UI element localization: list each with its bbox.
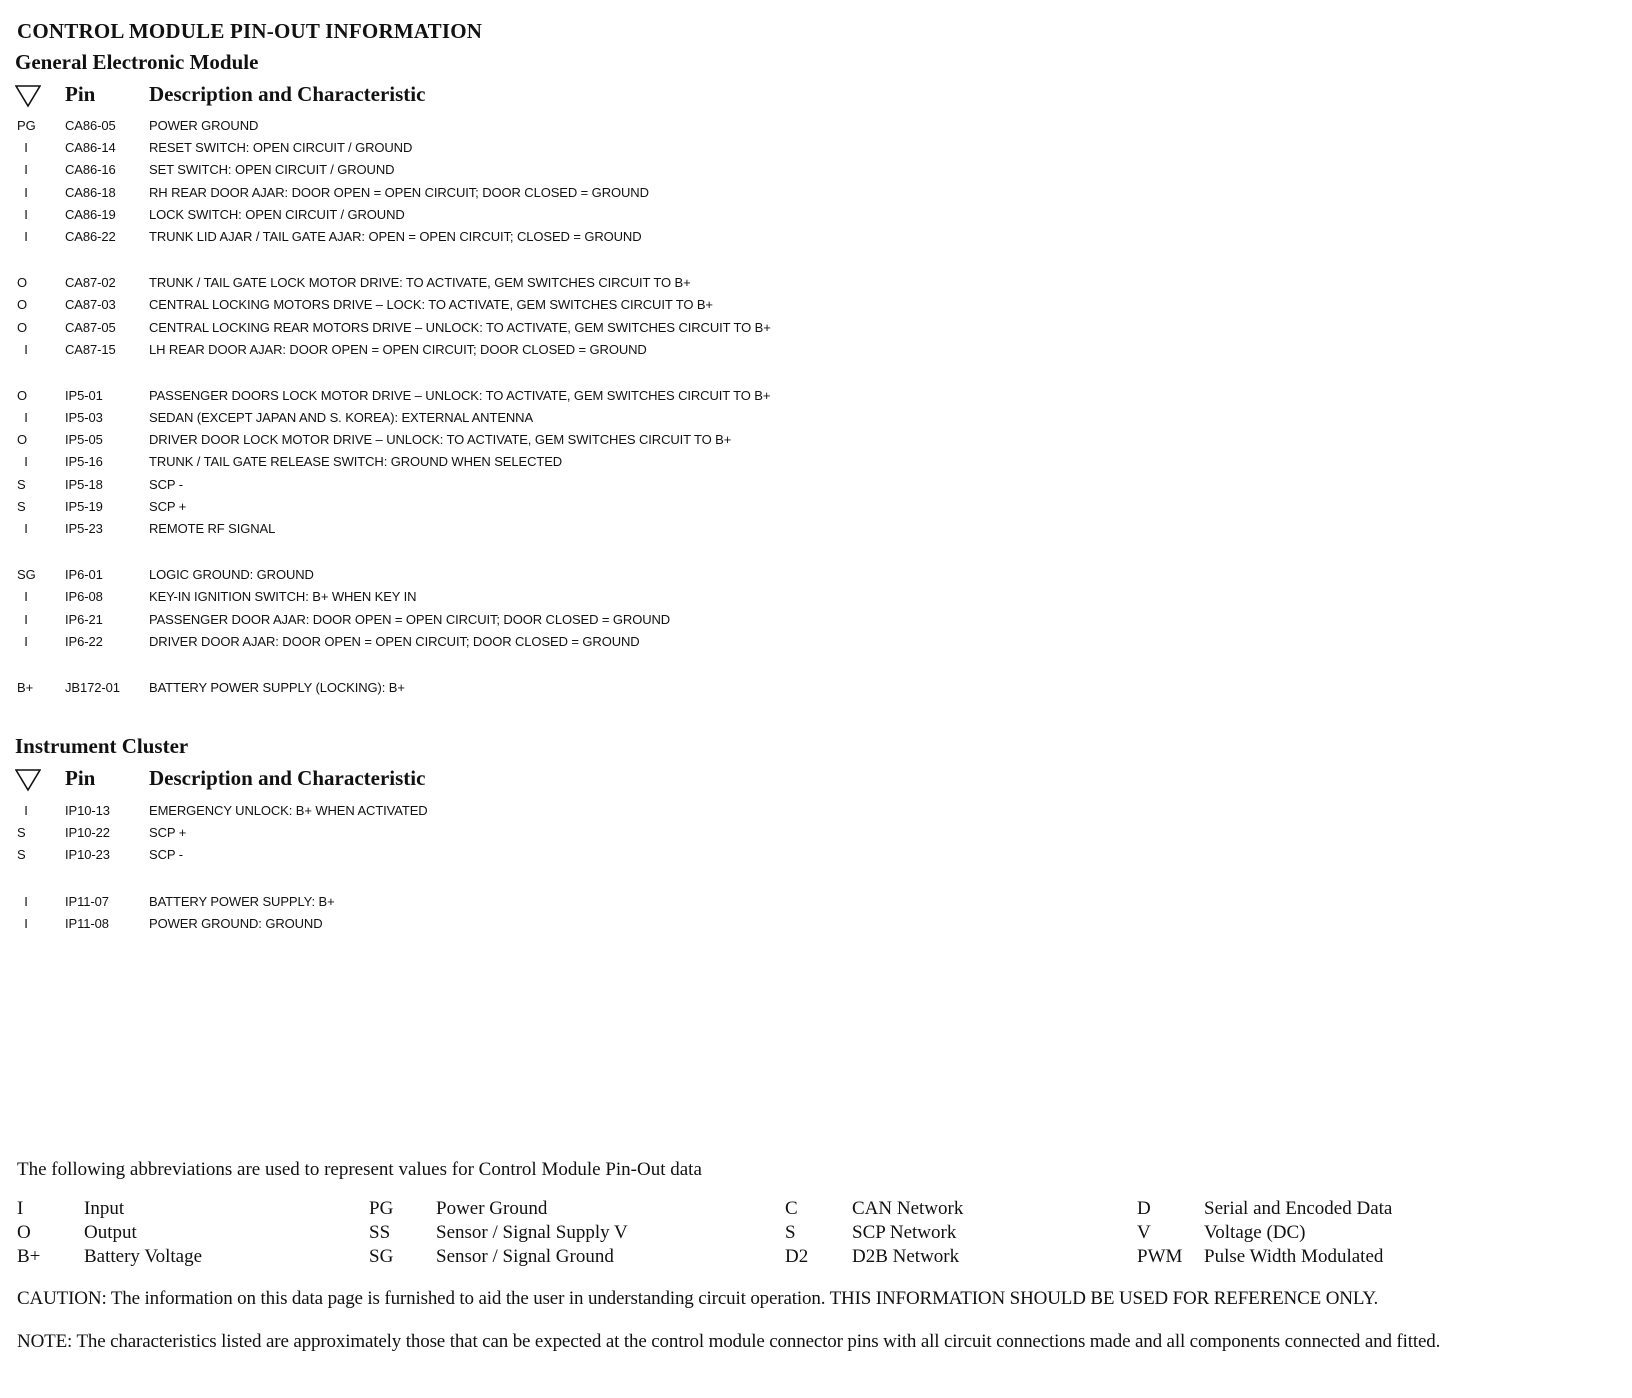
pin-column-header: Pin <box>65 82 96 106</box>
pin-description: TRUNK / TAIL GATE LOCK MOTOR DRIVE: TO ACTIVATE, GEM SWITCHES CIRCUIT TO B+ <box>149 275 691 291</box>
signal-type: I <box>24 228 28 244</box>
table-row <box>15 385 915 407</box>
abbreviation-meaning: Input <box>84 1198 125 1219</box>
table-row <box>15 115 915 137</box>
table-row <box>15 159 915 181</box>
pin-description: RH REAR DOOR AJAR: DOOR OPEN = OPEN CIRCUIT; DOOR CLOSED = GROUND <box>149 184 649 200</box>
signal-type: I <box>24 206 28 222</box>
signal-type: SG <box>17 567 36 583</box>
abbreviation-code: V <box>1137 1222 1151 1243</box>
abbreviation-meaning: Battery Voltage <box>84 1246 203 1267</box>
abbreviation-code: I <box>17 1198 24 1219</box>
signal-type: I <box>24 410 28 426</box>
note-text: NOTE: The characteristics listed are approximately those that can be expected at the control module connector pins with all circuit connections made and all components connected and fitted. <box>17 1331 1441 1352</box>
pin-description: DRIVER DOOR AJAR: DOOR OPEN = OPEN CIRCUIT; DOOR CLOSED = GROUND <box>149 633 640 649</box>
signal-type: B+ <box>17 679 34 695</box>
table-row <box>15 226 915 248</box>
signal-type: S <box>17 825 26 841</box>
table-row <box>15 822 915 844</box>
triangle-down-icon <box>15 768 41 792</box>
pin-id: CA86-19 <box>65 206 116 222</box>
signal-type: S <box>17 498 26 514</box>
signal-type: O <box>17 319 28 335</box>
signal-type: I <box>24 162 28 178</box>
pin-id: IP11-08 <box>65 915 109 931</box>
page-title: CONTROL MODULE PIN-OUT INFORMATION <box>17 19 483 43</box>
signal-type: I <box>24 521 28 536</box>
pin-description: CENTRAL LOCKING MOTORS DRIVE – LOCK: TO ACTIVATE, GEM SWITCHES CIRCUIT TO B+ <box>149 297 713 313</box>
signal-type: I <box>24 803 28 818</box>
table-row <box>15 317 915 339</box>
abbreviation-meaning: Pulse Width Modulated <box>1204 1246 1384 1267</box>
table-row <box>15 407 915 429</box>
table-row <box>15 609 915 631</box>
pin-column-header: Pin <box>65 766 96 790</box>
pin-id: JB172-01 <box>65 679 120 695</box>
abbreviation-meaning: Voltage (DC) <box>1204 1222 1306 1243</box>
table-row <box>15 677 915 699</box>
table-row <box>15 294 915 316</box>
pin-id: CA86-16 <box>65 162 116 178</box>
table-row <box>15 891 915 913</box>
signal-type: I <box>24 611 28 627</box>
pin-description: TRUNK / TAIL GATE RELEASE SWITCH: GROUND WHEN SELECTED <box>149 454 563 470</box>
table-row <box>15 496 915 518</box>
abbreviation-code: PG <box>369 1198 394 1219</box>
table-row <box>15 272 915 294</box>
abbreviation-meaning: D2B Network <box>852 1246 960 1267</box>
pin-id: CA87-15 <box>65 341 116 357</box>
pin-description: PASSENGER DOOR AJAR: DOOR OPEN = OPEN CIRCUIT; DOOR CLOSED = GROUND <box>149 611 671 627</box>
signal-type: O <box>17 275 28 291</box>
signal-type: O <box>17 297 28 313</box>
pin-description: CENTRAL LOCKING REAR MOTORS DRIVE – UNLOCK: TO ACTIVATE, GEM SWITCHES CIRCUIT TO B+ <box>149 319 771 335</box>
table-row <box>15 204 915 226</box>
abbreviation-meaning: Sensor / Signal Supply V <box>436 1222 628 1243</box>
abbreviation-code: PWM <box>1137 1246 1183 1267</box>
abbreviation-code: C <box>785 1198 798 1219</box>
table-row <box>15 586 915 608</box>
pin-id: CA87-02 <box>65 275 116 291</box>
abbreviations-intro: The following abbreviations are used to represent values for Control Module Pin-Out data <box>17 1159 702 1180</box>
abbreviation-meaning: Sensor / Signal Ground <box>436 1246 614 1267</box>
pin-description: KEY-IN IGNITION SWITCH: B+ WHEN KEY IN <box>149 589 417 605</box>
caution-text: CAUTION: The information on this data page is furnished to aid the user in understanding circuit operation. THIS INFORMATION SHOULD BE USED FOR REFERENCE ONLY. <box>17 1288 1379 1309</box>
signal-type: S <box>17 847 26 863</box>
abbreviation-code: D <box>1137 1198 1151 1219</box>
pin-id: IP5-19 <box>65 498 103 514</box>
gem-column-header <box>15 82 775 112</box>
table-row <box>15 564 915 586</box>
description-column-header: Description and Characteristic <box>149 766 426 790</box>
pin-description: SET SWITCH: OPEN CIRCUIT / GROUND <box>149 162 395 178</box>
table-row <box>15 182 915 204</box>
pin-id: CA86-18 <box>65 184 116 200</box>
abbreviation-meaning: Serial and Encoded Data <box>1204 1198 1393 1219</box>
table-row <box>15 429 915 451</box>
pin-description: TRUNK LID AJAR / TAIL GATE AJAR: OPEN = OPEN CIRCUIT; CLOSED = GROUND <box>149 228 642 244</box>
signal-type: PG <box>17 118 36 133</box>
pin-description: SCP + <box>149 825 187 841</box>
signal-type: I <box>24 893 28 909</box>
table-row <box>15 451 915 473</box>
pin-id: IP5-01 <box>65 387 103 403</box>
triangle-down-icon <box>15 84 41 108</box>
pin-description: SCP - <box>149 847 183 863</box>
pin-id: IP10-23 <box>65 847 110 863</box>
abbreviation-meaning: Output <box>84 1222 137 1243</box>
pin-description: POWER GROUND: GROUND <box>149 915 323 931</box>
pin-description: BATTERY POWER SUPPLY: B+ <box>149 893 335 909</box>
pin-description: SCP - <box>149 476 183 492</box>
table-row <box>15 339 915 361</box>
abbreviation-meaning: Power Ground <box>436 1198 548 1219</box>
abbreviation-code: D2 <box>785 1246 809 1267</box>
pin-id: IP6-01 <box>65 567 103 583</box>
signal-type: I <box>24 915 28 931</box>
signal-type: S <box>17 476 26 492</box>
pin-id: CA86-22 <box>65 228 116 244</box>
pin-id: IP6-22 <box>65 633 103 649</box>
table-row <box>15 631 915 653</box>
gem-pin-table <box>15 115 915 699</box>
pin-id: CA86-05 <box>65 118 116 133</box>
abbreviation-code: B+ <box>17 1246 41 1267</box>
pin-id: IP5-16 <box>65 454 103 470</box>
pin-id: IP6-21 <box>65 611 103 627</box>
table-row <box>15 518 915 540</box>
pin-id: CA87-05 <box>65 319 116 335</box>
abbreviation-code: S <box>785 1222 796 1243</box>
pin-id: IP10-13 <box>65 803 110 818</box>
pin-id: IP10-22 <box>65 825 110 841</box>
pin-description: LH REAR DOOR AJAR: DOOR OPEN = OPEN CIRCUIT; DOOR CLOSED = GROUND <box>149 341 647 357</box>
signal-type: I <box>24 140 28 156</box>
table-row <box>15 800 915 822</box>
table-row <box>15 844 915 866</box>
pin-id: IP6-08 <box>65 589 103 605</box>
pin-description: EMERGENCY UNLOCK: B+ WHEN ACTIVATED <box>149 803 428 818</box>
pin-description: RESET SWITCH: OPEN CIRCUIT / GROUND <box>149 140 413 156</box>
table-row <box>15 913 915 935</box>
abbreviation-meaning: SCP Network <box>852 1222 957 1243</box>
signal-type: O <box>17 387 28 403</box>
section-title-gem: General Electronic Module <box>15 50 259 74</box>
pin-description: POWER GROUND <box>149 118 259 133</box>
pin-id: CA86-14 <box>65 140 116 156</box>
pin-id: IP5-23 <box>65 521 103 536</box>
pin-description: LOGIC GROUND: GROUND <box>149 567 314 583</box>
abbreviation-code: SG <box>369 1246 394 1267</box>
signal-type: I <box>24 633 28 649</box>
signal-type: I <box>24 341 28 357</box>
cluster-column-header <box>15 766 775 796</box>
pin-description: SCP + <box>149 498 187 514</box>
table-row <box>15 137 915 159</box>
pin-id: IP5-05 <box>65 432 103 448</box>
table-row <box>15 474 915 496</box>
abbreviation-meaning: CAN Network <box>852 1198 964 1219</box>
signal-type: O <box>17 432 28 448</box>
pin-description: PASSENGER DOORS LOCK MOTOR DRIVE – UNLOCK: TO ACTIVATE, GEM SWITCHES CIRCUIT TO B+ <box>149 387 771 403</box>
abbreviation-code: O <box>17 1222 31 1243</box>
pin-description: SEDAN (EXCEPT JAPAN AND S. KOREA): EXTERNAL ANTENNA <box>149 410 534 426</box>
pin-description: DRIVER DOOR LOCK MOTOR DRIVE – UNLOCK: TO ACTIVATE, GEM SWITCHES CIRCUIT TO B+ <box>149 432 732 448</box>
signal-type: I <box>24 184 28 200</box>
pin-id: IP11-07 <box>65 893 109 909</box>
pin-id: IP5-18 <box>65 476 103 492</box>
pin-description: REMOTE RF SIGNAL <box>149 521 276 536</box>
section-title-instrument-cluster: Instrument Cluster <box>15 734 189 758</box>
cluster-pin-table <box>15 800 915 935</box>
abbreviation-code: SS <box>369 1222 391 1243</box>
description-column-header: Description and Characteristic <box>149 82 426 106</box>
pin-id: IP5-03 <box>65 410 103 426</box>
pin-id: CA87-03 <box>65 297 116 313</box>
pin-description: LOCK SWITCH: OPEN CIRCUIT / GROUND <box>149 206 405 222</box>
pin-description: BATTERY POWER SUPPLY (LOCKING): B+ <box>149 679 405 695</box>
signal-type: I <box>24 589 28 605</box>
signal-type: I <box>24 454 28 470</box>
